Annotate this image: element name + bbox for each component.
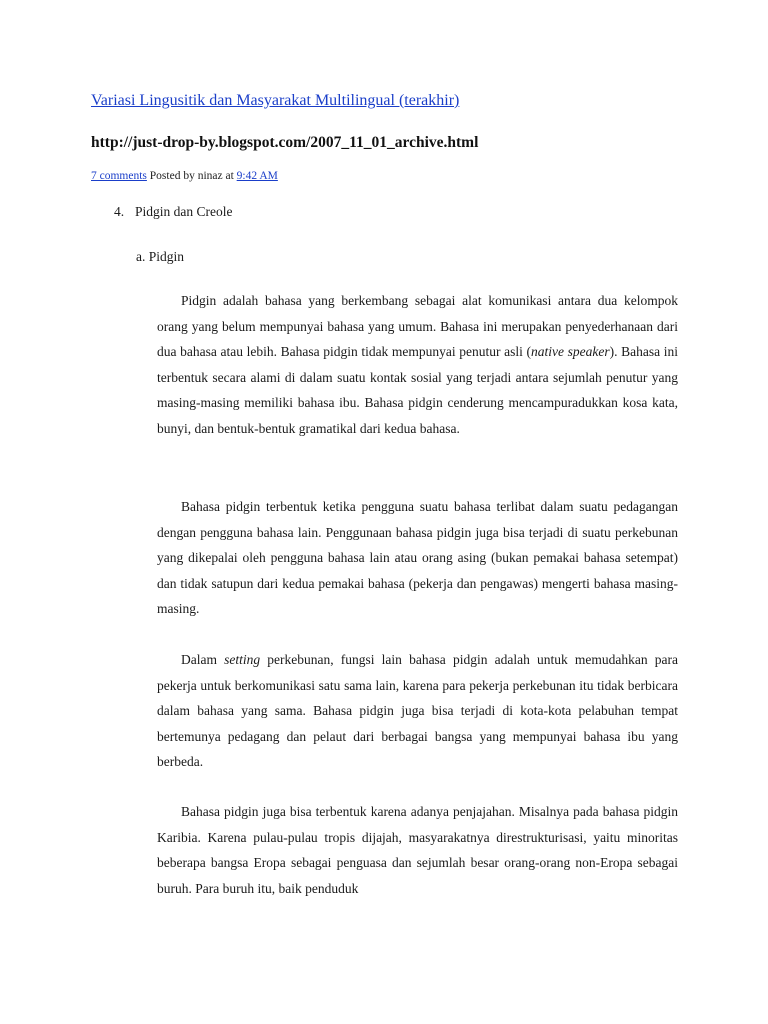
posted-by-text: Posted by ninaz at [146,170,237,182]
paragraph-2: Bahasa pidgin terbentuk ketika pengguna suatu bahasa terlibat dalam suatu pedagangan dengan pengguna bahasa lain. Penggunaan bahasa pidgin juga bisa terjadi di suatu perkebunan yang dikepalai oleh pengguna bahasa lain atau orang asing (bukan pemakai bahasa setempat) dan tidak satupun dari kedua pemakai bahasa (pekerja dan pengawas) mengerti bahasa masing-masing. [157,499,678,617]
paragraph-3-text-a: Dalam [181,652,225,667]
paragraph-3 [157,647,678,775]
paragraph-1-italic-term: native speaker [531,344,610,360]
paragraph-1-text-a: Pidgin adalah bahasa yang berkembang sebagai alat komunikasi antara dua kelompok orang yang belum mempunyai bahasa yang umum. Bahasa ini merupakan penyederhanaan dari dua bahasa atau lebih. Bahasa pidgin tidak mempunyai penutur asli ( [157,293,678,360]
paragraph-4: Bahasa pidgin juga bisa terbentuk karena adanya penjajahan. Misalnya pada bahasa pidgin Karibia. Karena pulau-pulau tropis dijajah, masyarakatnya direstrukturisasi, yaitu minoritas beberapa bangsa Eropa sebagai penguasa dan sejumlah besar orang-orang non-Eropa sebagai buruh. Para buruh itu, baik penduduk [157,804,678,896]
subsection-heading: a. Pidgin [136,249,185,264]
post-time-link[interactable]: 9:42 AM [236,170,278,182]
section-title: Pidgin dan Creole [135,204,233,219]
paragraph-1-text-b: ). Bahasa ini terbentuk secara alami di dalam suatu kontak sosial yang terjadi antara sejumlah penutur yang masing-masing memiliki bahasa ibu. Bahasa pidgin cenderung mencampuradukkan kosa kata, bunyi, dan bentuk-bentuk gramatikal dari kedua bahasa. [157,344,679,436]
section-number: 4. [114,204,125,219]
comments-link[interactable]: 7 comments [91,170,147,182]
post-title-link[interactable]: Variasi Lingusitik dan Masyarakat Multilingual (terakhir) [91,92,460,109]
source-url: http://just-drop-by.blogspot.com/2007_11_01_archive.html [91,134,479,151]
paragraph-3-italic-term: setting [224,652,261,667]
section-heading [114,204,233,220]
paragraph-3-text-b: perkebunan, fungsi lain bahasa pidgin adalah untuk memudahkan para pekerja untuk berkomunikasi satu sama lain, karena para pekerja perkebunan itu tidak berbicara dalam bahasa yang sama. Bahasa pidgin juga bisa terjadi di kota-kota pelabuhan tempat bertemunya pedagang dan pelaut dari berbagai bangsa yang mempunyai bahasa ibu yang berbeda. [157,652,678,770]
paragraph-1 [157,288,678,442]
post-meta [91,170,278,182]
